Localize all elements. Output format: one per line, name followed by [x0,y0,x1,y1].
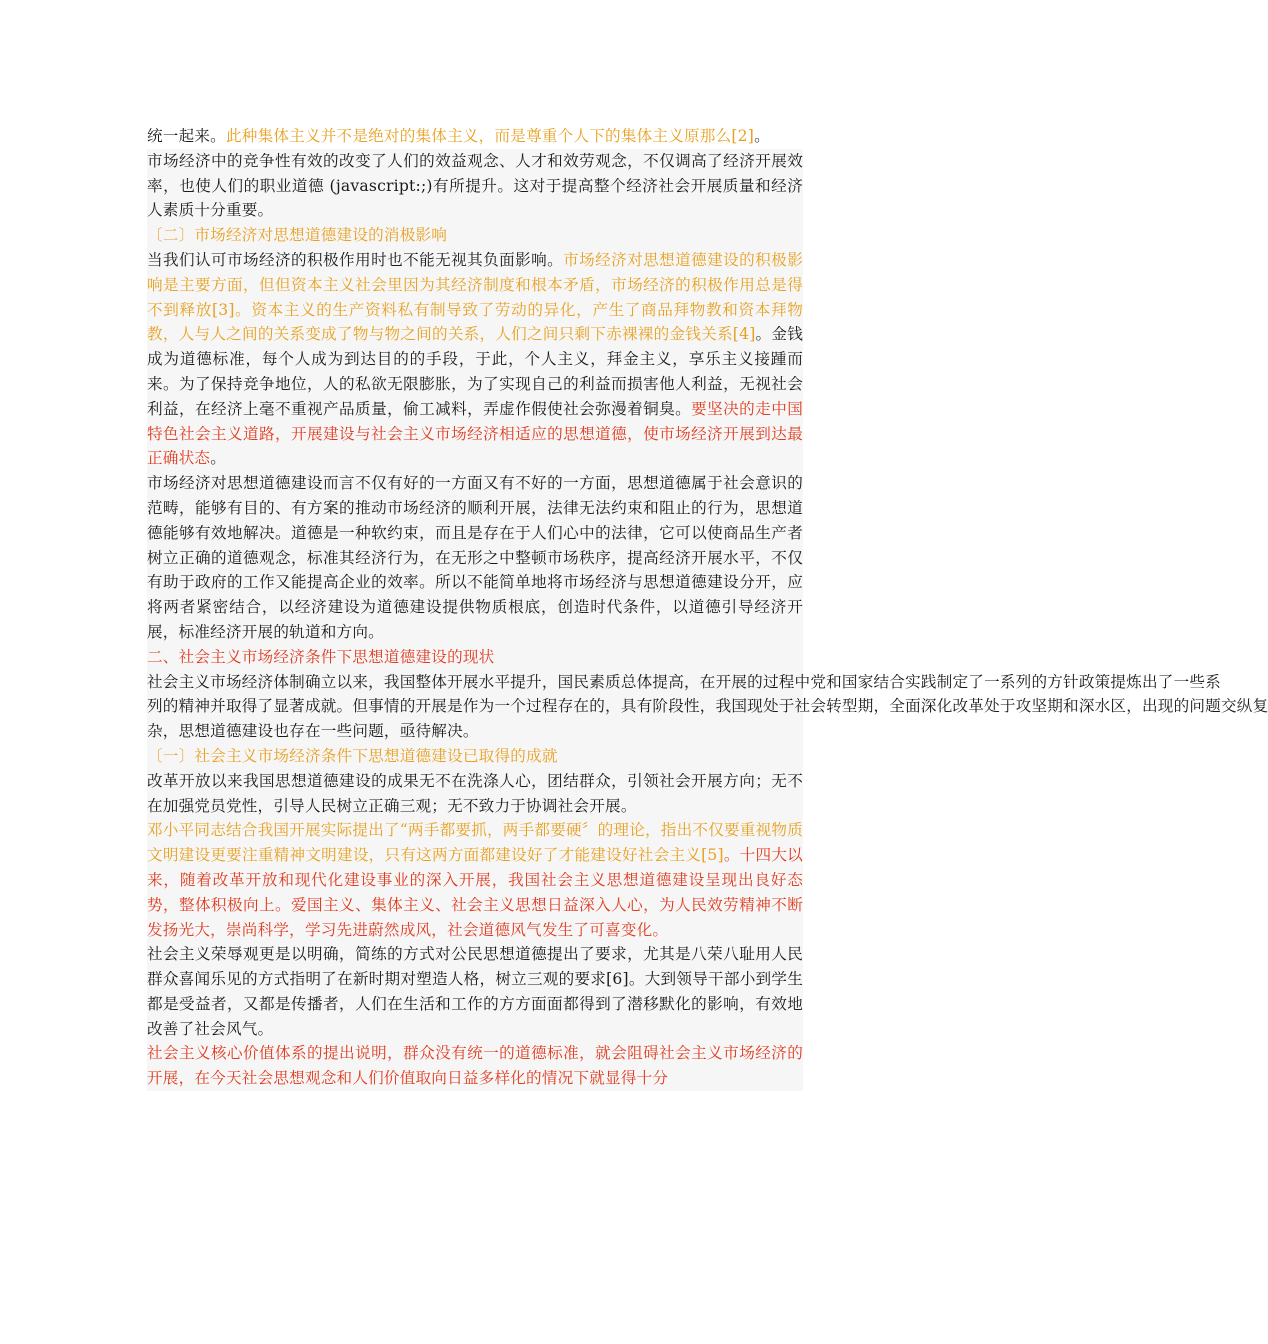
paragraph-3-text-a: 当我们认可市场经济的积极作用时也不能无视其负面影响。 [147,250,564,269]
paragraph-3 [147,248,803,471]
document-body [147,124,1268,1091]
paragraph-1-text-a: 统一起来。 [147,127,226,145]
paragraph-3-text-e: 。 [210,449,226,468]
paragraph-5-line-2: 列的精神并取得了显著成就。但事情的开展是作为一个过程存在的，具有阶段性，我国现处于社会转型期，全面深化改革处于攻坚期和深水区，出现的问题交纵复 [147,697,1268,716]
section-heading-2-1: 〔一〕社会主义市场经济条件下思想道德建设已取得的成就 [147,744,803,769]
paragraph-5-line-1: 社会主义市场经济体制确立以来，我国整体开展水平提升，国民素质总体提高，在开展的过程中党和国家结合实践制定了一系列的方针政策提炼出了一些系 [147,672,1221,691]
paragraph-9: 社会主义核心价值体系的提出说明，群众没有统一的道德标准，就会阻碍社会主义市场经济的开展，在今天社会思想观念和人们价值取向日益多样化的情况下就显得十分 [147,1041,803,1091]
paragraph-8: 社会主义荣辱观更是以明确，简练的方式对公民思想道德提出了要求，尤其是八荣八耻用人民群众喜闻乐见的方式指明了在新时期对塑造人格，树立三观的要求[6]。大到领导干部小到学生都是受益者，又都是传播者，人们在生活和工作的方方面面都得到了潜移默化的影响，有效地改善了社会风气。 [147,942,803,1041]
paragraph-7-highlight-orange: 邓小平同志结合我国开展实际提出了“两手都要抓，两手都要硬〞的理论，指出不仅要重视物质文明建设更要注重精神文明建设，只有这两方面都建设好了才能建设好社会主义[5] [147,821,803,865]
paragraph-2: 市场经济中的竞争性有效的改变了人们的效益观念、人才和效劳观念，不仅调高了经济开展效率，也使人们的职业道德 (javascript:;)有所提升。这对于提高整个经济社会开展质量和经济人素质十分重要。 [147,149,803,223]
paragraph-3-highlight-red: 要坚决的走中国特色社会主义道路，开展建设与社会主义市场经济相适应的思想道德，使市场经济开展到达最正确状态 [147,399,803,468]
paragraph-3-text-c: 。金钱成为道德标准，每个人成为到达目的的手段，于此，个人主义，拜金主义，享乐主义接踵而来。为了保持竞争地位，人的私欲无限膨胀，为了实现自己的利益而损害他人利益，无视社会利益，在经济上毫不重视产品质量，偷工减料，弄虚作假使社会弥漫着铜臭。 [147,325,803,418]
paragraph-7-highlight-red: 。十四大以来，随着改革开放和现代化建设事业的深入开展，我国社会主义思想道德建设呈现出良好态势，整体积极向上。爱国主义、集体主义、社会主义思想日益深入人心，为人民效劳精神不断发扬光大，崇尚科学，学习先进蔚然成风，社会道德风气发生了可喜变化。 [147,846,803,939]
paragraph-3-highlight-orange: 市场经济对思想道德建设的积极影响是主要方面，但但资本主义社会里因为其经济制度和根本矛盾，市场经济的积极作用总是得不到释放[3]。资本主义的生产资料私有制导致了劳动的异化，产生了商品拜物教和资本拜物教，人与人之间的关系变成了物与物之间的关系，人们之间只剩下赤裸裸的金钱关系[4] [147,250,803,344]
section-heading-2: 〔二〕市场经济对思想道德建设的消极影响 [147,223,803,248]
chapter-heading-2: 二、社会主义市场经济条件下思想道德建设的现状 [147,645,803,670]
paragraph-6: 改革开放以来我国思想道德建设的成果无不在洗涤人心，团结群众，引领社会开展方向；无不在加强党员党性，引导人民树立正确三观；无不致力于协调社会开展。 [147,769,803,819]
paragraph-1 [147,124,803,149]
paragraph-1-highlight: 此种集体主义并不是绝对的集体主义，而是尊重个人下的集体主义原那么[2] [225,127,755,145]
paragraph-5 [147,670,1268,744]
paragraph-7 [147,818,803,942]
paragraph-5-line-3: 杂，思想道德建设也存在一些问题，亟待解决。 [147,722,479,741]
paragraph-1-text-c: 。 [754,127,770,145]
paragraph-4: 市场经济对思想道德建设而言不仅有好的一方面又有不好的一方面，思想道德属于社会意识的范畴，能够有目的、有方案的推动市场经济的顺利开展，法律无法约束和阻止的行为，思想道德能够有效地解决。道德是一种软约束，而且是存在于人们心中的法律，它可以使商品生产者树立正确的道德观念，标准其经济行为，在无形之中整顿市场秩序，提高经济开展水平，不仅有助于政府的工作又能提高企业的效率。所以不能简单地将市场经济与思想道德建设分开，应将两者紧密结合，以经济建设为道德建设提供物质根底，创造时代条件，以道德引导经济开展，标准经济开展的轨道和方向。 [147,471,803,645]
